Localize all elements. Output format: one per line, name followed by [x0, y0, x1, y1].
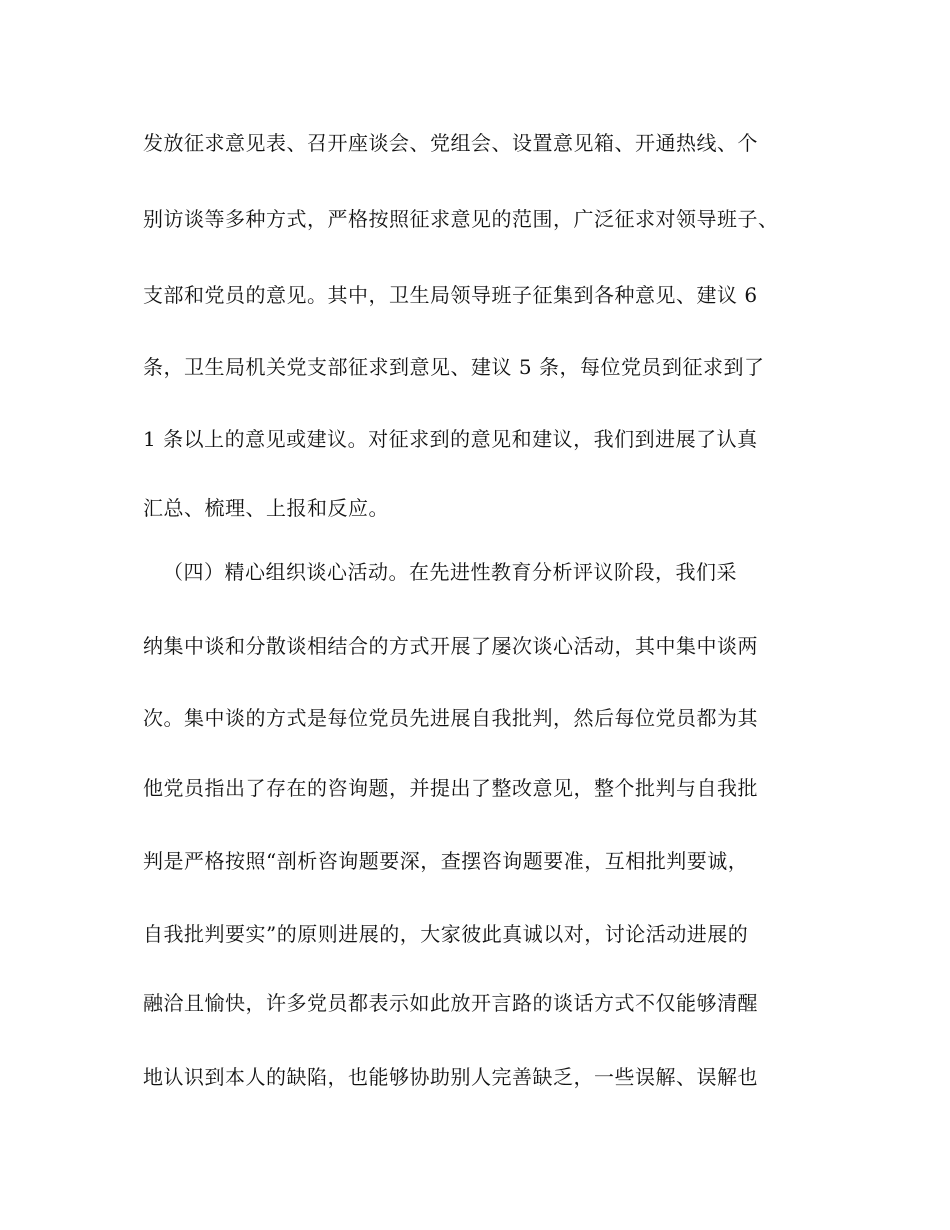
text-line: 次。集中谈的方式是每位党员先进展自我批判，然后每位党员都为其	[143, 706, 758, 730]
text-line: 地认识到本人的缺陷，也能够协助别人完善缺乏，一些误解、误解也	[143, 1065, 758, 1089]
text-line: 别访谈等多种方式，严格按照征求意见的范围，广泛征求对领导班子、	[143, 207, 779, 231]
text-line: 汇总、梳理、上报和反应。	[143, 496, 389, 520]
text-line: 判是严格按照“剖析咨询题要深，查摆咨询题要准，互相批判要诚，	[143, 849, 749, 873]
text-line: 纳集中谈和分散谈相结合的方式开展了屡次谈心活动，其中集中谈两	[143, 634, 758, 658]
paragraph-first-line: （四）精心组织谈心活动。在先进性教育分析评议阶段，我们采	[163, 560, 737, 584]
text-line: 发放征求意见表、召开座谈会、党组会、设置意见箱、开通热线、个	[143, 131, 758, 155]
text-line: 支部和党员的意见。其中，卫生局领导班子征集到各种意见、建议 6	[143, 283, 758, 307]
text-line: 1 条以上的意见或建议。对征求到的意见和建议，我们到进展了认真	[143, 427, 758, 451]
text-line: 他党员指出了存在的咨询题，并提出了整改意见，整个批判与自我批	[143, 776, 758, 800]
text-line: 条，卫生局机关党支部征求到意见、建议 5 条，每位党员到征求到了	[143, 355, 765, 379]
text-line: 融洽且愉快，许多党员都表示如此放开言路的谈话方式不仅能够清醒	[143, 991, 758, 1015]
text-line: 自我批判要实”的原则进展的，大家彼此真诚以对，讨论活动进展的	[143, 922, 749, 946]
